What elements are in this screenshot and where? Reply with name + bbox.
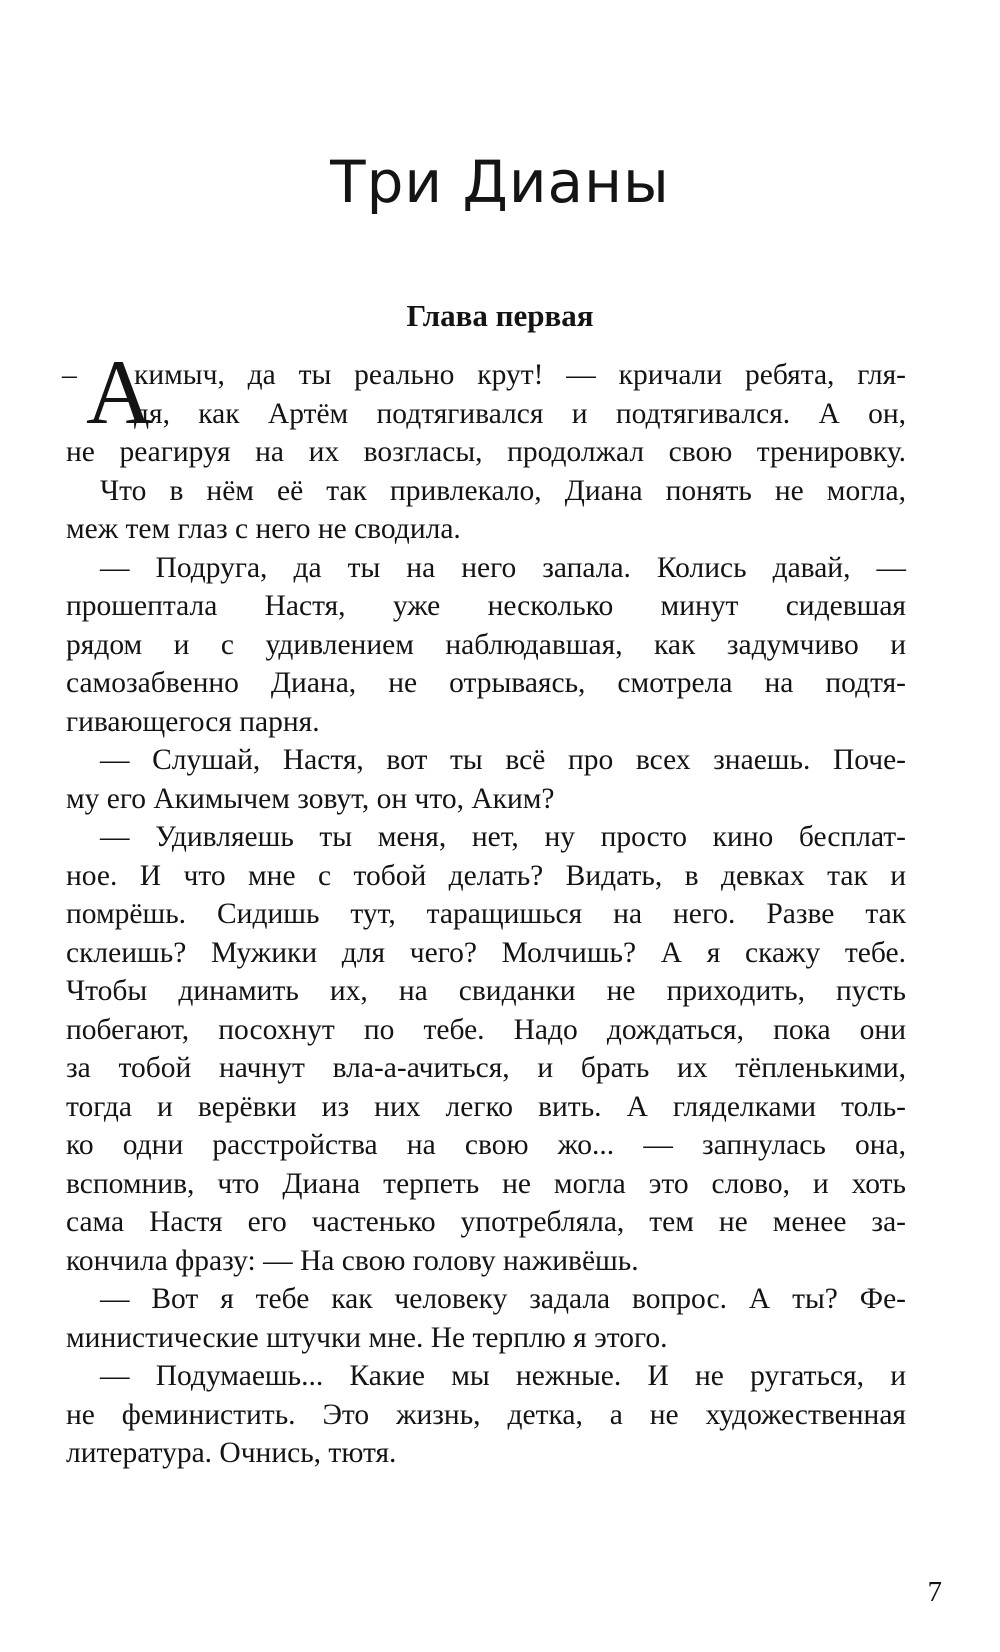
text-line: гивающегося парня. [66, 705, 320, 738]
text-line: му его Акимычем зовут, он что, Аким? [66, 782, 555, 815]
text-line: не феминистить. Это жизнь, детка, а не художественная [66, 1398, 906, 1431]
text-line: меж тем глаз с него не сводила. [66, 513, 461, 545]
text-line: сама Настя его частенько употребляла, тем не менее за- [66, 1206, 906, 1238]
text-line: за тобой начнут вла-а-ачиться, и брать их тёпленькими, [66, 1052, 906, 1084]
text-line: — Подруга, да ты на него запала. Колись давай, — [100, 551, 906, 584]
text-line: Что в нём её так привлекало, Диана понять не могла, [100, 474, 906, 507]
text-line: — Слушай, Настя, вот ты всё про всех знаешь. Поче- [100, 744, 906, 776]
chapter-title: Глава первая [406, 298, 594, 333]
text-line: Чтобы динамить их, на свиданки не приходить, пусть [66, 975, 906, 1007]
text-line: ко одни расстройства на свою жо... — запнулась она, [66, 1129, 906, 1161]
text-line: — Подумаешь... Какие мы нежные. И не ругаться, и [100, 1360, 906, 1392]
text-line: самозабвенно Диана, не отрываясь, смотрела на подтя- [66, 667, 906, 699]
text-line: рядом и с удивлением наблюдавшая, как задумчиво и [66, 628, 906, 661]
text-line: не реагируя на их возгласы, продолжал свою тренировку. [66, 436, 906, 468]
text-line: кимыч, да ты реально крут! — кричали ребята, гля- [134, 359, 906, 391]
dropcap-letter: А [86, 341, 153, 443]
text-line: помрёшь. Сидишь тут, таращишься на него. Разве так [66, 898, 906, 930]
text-line: — Вот я тебе как человеку задала вопрос. А ты? Фе- [100, 1283, 906, 1315]
text-line: тогда и верёвки из них легко вить. А гляделками толь- [66, 1090, 906, 1123]
text-line: — Удивляешь ты меня, нет, ну просто кино бесплат- [100, 821, 906, 853]
dropcap-dash: – [62, 359, 77, 391]
text-line: вспомнив, что Диана терпеть не могла это слово, и хоть [66, 1167, 906, 1200]
text-line: кончила фразу: — На свою голову наживёшь. [66, 1244, 639, 1277]
text-line: склеишь? Мужики для чего? Молчишь? А я скажу тебе. [66, 936, 906, 969]
text-line: дя, как Артём подтягивался и подтягивался. А он, [134, 397, 906, 430]
page-number: 7 [927, 1576, 942, 1608]
book-title: Три Дианы [330, 148, 670, 216]
text-line: литература. Очнись, тютя. [66, 1437, 397, 1469]
body-text [62, 341, 906, 1473]
text-line: побегают, посохнут по тебе. Надо дождаться, пока они [66, 1013, 906, 1046]
text-line: министические штучки мне. Не терплю я этого. [66, 1321, 668, 1354]
text-line: ное. И что мне с тобой делать? Видать, в девках так и [66, 859, 906, 892]
text-line: прошептала Настя, уже несколько минут сидевшая [66, 590, 906, 622]
